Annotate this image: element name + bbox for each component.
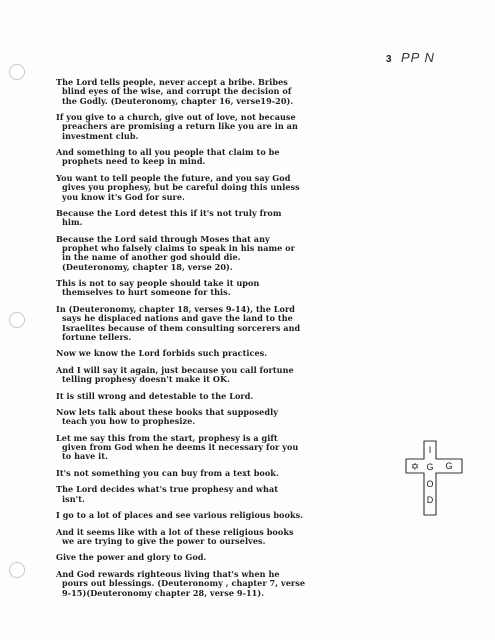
paragraph-line: we are trying to give the power to ourselves. — [62, 535, 266, 546]
paragraph-line: themselves to hurt someone for this. — [62, 287, 231, 298]
paragraph-line: prophets need to keep in mind. — [62, 156, 206, 167]
body-paragraph — [56, 148, 408, 167]
paragraph-line: Because the Lord said through Moses that any — [56, 233, 270, 244]
hand-drawn-cross — [402, 439, 466, 517]
paragraph-line: Give the power and glory to God. — [56, 552, 207, 563]
paragraph-line: (Deuteronomy, chapter 18, verse 20). — [62, 261, 233, 272]
paragraph-line: teach you how to prophesize. — [62, 416, 196, 427]
body-paragraph — [56, 209, 408, 228]
paragraph-line: It's not something you can buy from a text book. — [56, 467, 279, 478]
paragraph-line: pours out blessings. (Deuteronomy , chapter 7, verse — [62, 578, 306, 589]
star-of-david-icon: ✡ — [410, 462, 420, 473]
paragraph-line: isn't. — [62, 493, 85, 504]
handwritten-page-mark: PP N — [401, 50, 435, 65]
body-paragraph — [56, 78, 408, 106]
paragraph-line: investment club. — [62, 130, 139, 141]
body-paragraph — [56, 511, 408, 520]
paragraph-line: I go to a lot of places and see various religious books. — [56, 510, 304, 521]
page-number: 3 — [386, 54, 392, 65]
paragraph-line: in the name of another god should die. — [62, 252, 241, 263]
paragraph-line: Let me say this from the start, prophesy is a gift — [56, 432, 278, 443]
paragraph-line: prophet who falsely claims to speak in his name or — [62, 243, 295, 254]
body-paragraph — [56, 349, 408, 358]
paragraph-line: gives you prophesy, but be careful doing this unless — [62, 182, 300, 193]
paragraph-line: If you give to a church, give out of love, not because — [56, 112, 296, 123]
paragraph-line: blind eyes of the wise, and corrupt the decision of — [62, 86, 292, 97]
cross-letter: G — [445, 461, 453, 471]
document-body — [56, 78, 408, 605]
body-paragraph — [56, 408, 408, 427]
paragraph-line: In (Deuteronomy, chapter 18, verses 9-14), the Lord — [56, 303, 295, 314]
body-paragraph — [56, 279, 408, 298]
body-paragraph — [56, 235, 408, 272]
paragraph-line: This is not to say people should take it upon — [56, 278, 260, 289]
paragraph-line: It is still wrong and detestable to the Lord. — [56, 390, 254, 401]
paragraph-line: fortune tellers. — [62, 331, 132, 342]
paragraph-line: You want to tell people the future, and you say God — [56, 172, 291, 183]
paragraph-line: Now lets talk about these books that supposedly — [56, 407, 278, 418]
body-paragraph — [56, 392, 408, 401]
cross-letter: I — [428, 445, 432, 455]
body-paragraph — [56, 469, 408, 478]
paragraph-line: And something to all you people that claim to be — [56, 147, 280, 158]
paragraph-line: Israelites because of them consulting sorcerers and — [62, 322, 301, 333]
paragraph-line: given from God when he deems it necessary for you — [62, 442, 299, 453]
paragraph-line: 9-15)(Deuteronomy chapter 28, verse 9-11). — [62, 587, 265, 598]
paragraph-line: the Godly. (Deuteronomy, chapter 16, verse19-20). — [62, 95, 294, 106]
paragraph-line: says he displaced nations and gave the land to the — [62, 313, 293, 324]
body-paragraph — [56, 553, 408, 562]
paragraph-line: And God rewards righteous living that's when he — [56, 568, 280, 579]
paragraph-line: The Lord decides what's true prophesy and what — [56, 484, 279, 495]
paragraph-line: The Lord tells people, never accept a bribe. Bribes — [56, 77, 288, 87]
binder-hole — [9, 312, 25, 328]
body-paragraph — [56, 485, 408, 504]
paragraph-line: preachers are promising a return like you are in an — [62, 121, 298, 132]
paragraph-line: Now we know the Lord forbids such practices. — [56, 348, 268, 359]
paragraph-line: And I will say it again, just because you call fortune — [56, 364, 294, 375]
body-paragraph — [56, 570, 408, 598]
paragraph-line: you know it's God for sure. — [62, 191, 185, 202]
body-paragraph — [56, 434, 408, 462]
paragraph-line: him. — [62, 217, 83, 228]
binder-hole — [9, 64, 25, 80]
binder-hole — [9, 562, 25, 578]
cross-letter: O — [426, 479, 434, 489]
paragraph-line: to have it. — [62, 451, 108, 462]
paragraph-line: Because the Lord detest this if it's not truly from — [56, 208, 282, 219]
body-paragraph — [56, 174, 408, 202]
body-paragraph — [56, 113, 408, 141]
body-paragraph — [56, 528, 408, 547]
paragraph-line: And it seems like with a lot of these religious books — [56, 526, 294, 537]
body-paragraph — [56, 366, 408, 385]
paragraph-line: telling prophesy doesn't make it OK. — [62, 374, 230, 385]
cross-letter: G — [426, 462, 434, 472]
body-paragraph — [56, 305, 408, 342]
cross-letter: D — [426, 495, 434, 505]
